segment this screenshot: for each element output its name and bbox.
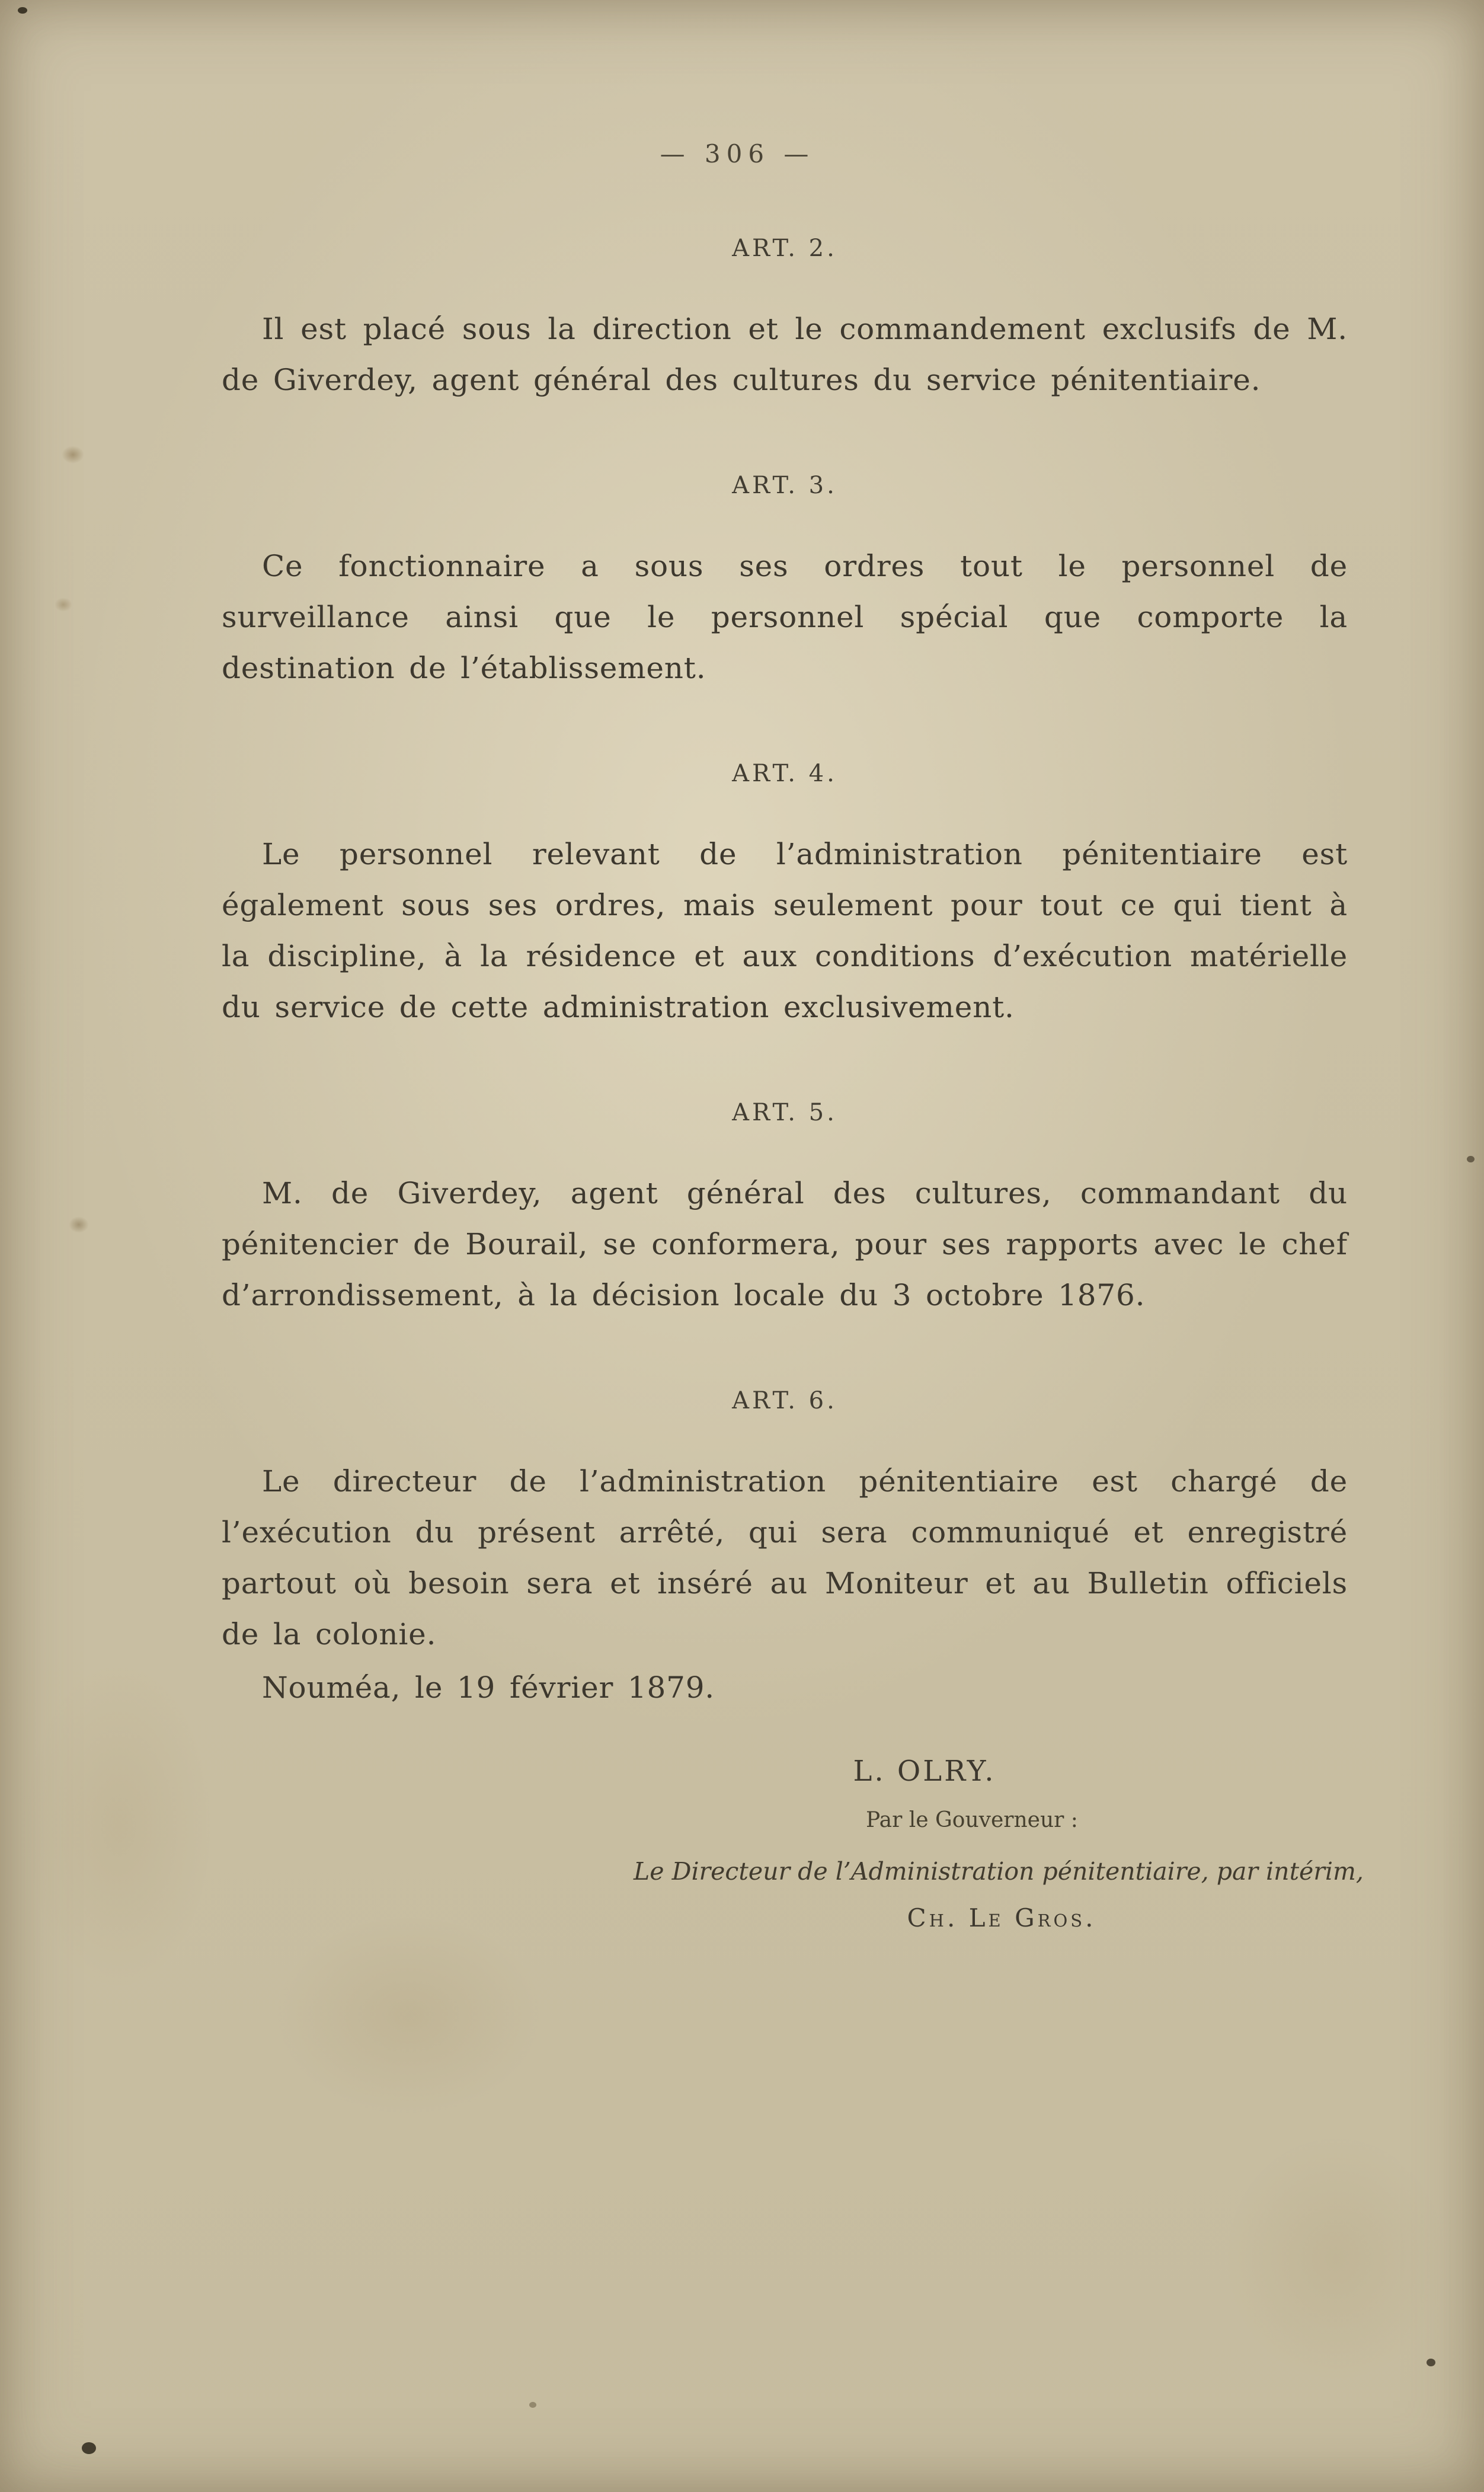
article-3	[222, 472, 1348, 694]
paper-stain	[1223, 2134, 1448, 2383]
article-2	[222, 235, 1348, 405]
article-3-body: Ce fonctionnaire a sous ses ordres tout le personnel de surveillance ainsi que le personnel spécial que comporte la destination de l’établissement.	[222, 549, 1348, 685]
article-4-body: Le personnel relevant de l’administration pénitentiaire est également sous ses ordres, mais seulement pour tout ce qui tient à la discipline, à la résidence et aux conditions d’exécution matérielle du service de cette administration exclusivement.	[222, 837, 1348, 1024]
article-4	[222, 760, 1348, 1033]
paper-speck	[82, 2442, 96, 2454]
paper-stain	[273, 1915, 545, 2116]
by-the-governor-line: Par le Gouverneur :	[866, 1808, 1078, 1832]
article-6-heading: ART. 6.	[732, 1387, 837, 1414]
governor-signature: L. OLRY.	[853, 1755, 996, 1788]
article-6-body: Le directeur de l’administration pénitentiaire est chargé de l’exécution du présent arrêté, qui sera communiqué et enregistré partout où besoin sera et inséré au Moniteur et au Bulletin officiels de la colonie.	[222, 1464, 1348, 1651]
page-number: — 306 —	[660, 139, 815, 168]
article-2-heading: ART. 2.	[732, 235, 837, 262]
paper-speck	[1427, 2359, 1435, 2366]
signature-block	[222, 1755, 1364, 1932]
article-4-heading: ART. 4.	[732, 760, 837, 787]
article-5-heading: ART. 5.	[732, 1099, 837, 1126]
paper-speck	[529, 2402, 536, 2408]
article-5-body: M. de Giverdey, agent général des cultures, commandant du pénitencier de Bourail, se conformera, pour ses rapports avec le chef d’arrondissement, à la décision locale du 3 octobre 1876.	[222, 1176, 1348, 1312]
dateline: Nouméa, le 19 février 1879.	[262, 1670, 715, 1705]
official-title-line: Le Directeur de l’Administration pénitentiaire, par intérim,	[634, 1857, 1364, 1886]
official-name: Ch. Le Gros.	[907, 1903, 1096, 1932]
article-6	[222, 1387, 1348, 1660]
article-3-heading: ART. 3.	[732, 472, 837, 499]
article-5	[222, 1099, 1348, 1321]
article-2-body: Il est placé sous la direction et le commandement exclusifs de M. de Giverdey, agent général des cultures du service pénitentiaire.	[222, 312, 1348, 397]
